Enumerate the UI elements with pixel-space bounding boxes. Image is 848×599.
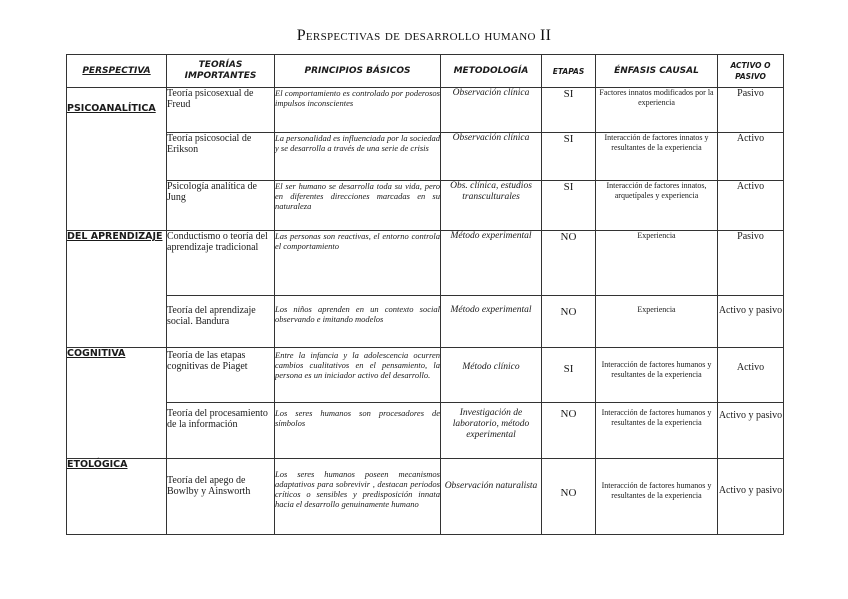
activo-cell: Activo y pasivo <box>718 459 784 535</box>
activo-cell: Activo y pasivo <box>718 296 784 348</box>
table-row <box>67 88 784 133</box>
teoria-cell: Teoría del procesamiento de la información <box>167 403 275 459</box>
teoria-cell: Teoría del aprendizaje social. Bandura <box>167 296 275 348</box>
metodologia-cell: Obs. clínica, estudios transculturales <box>441 181 542 231</box>
header-activo: ACTIVO O PASIVO <box>718 55 784 88</box>
perspectives-table <box>66 54 784 535</box>
activo-cell: Activo y pasivo <box>718 403 784 459</box>
enfasis-cell: Experiencia <box>596 231 718 296</box>
etapas-cell: SI <box>542 348 596 403</box>
principio-cell: Las personas son reactivas, el entorno controla el comportamiento <box>275 231 441 296</box>
metodologia-cell: Método experimental <box>441 231 542 296</box>
table-row <box>67 296 784 348</box>
etapas-cell: SI <box>542 88 596 133</box>
table-row <box>67 348 784 403</box>
table-row <box>67 133 784 181</box>
etapas-cell: SI <box>542 181 596 231</box>
principio-cell: El comportamiento es controlado por poderosos impulsos inconscientes <box>275 88 441 133</box>
metodologia-cell: Observación clínica <box>441 133 542 181</box>
enfasis-cell: Interacción de factores innatos, arquetípales y experiencia <box>596 181 718 231</box>
metodologia-cell: Investigación de laboratorio, método experimental <box>441 403 542 459</box>
principio-cell: Los niños aprenden en un contexto social observando e imitando modelos <box>275 296 441 348</box>
etapas-cell: NO <box>542 459 596 535</box>
teoria-cell: Teoría de las etapas cognitivas de Piaget <box>167 348 275 403</box>
activo-cell: Pasivo <box>718 88 784 133</box>
teoria-cell: Teoría psicosexual de Freud <box>167 88 275 133</box>
metodologia-cell: Método clínico <box>441 348 542 403</box>
metodologia-cell: Observación naturalista <box>441 459 542 535</box>
table-row <box>67 231 784 296</box>
header-enfasis: ÉNFASIS CAUSAL <box>596 55 718 88</box>
principio-cell: Los seres humanos son procesadores de símbolos <box>275 403 441 459</box>
table-row <box>67 459 784 535</box>
table-row <box>67 403 784 459</box>
metodologia-cell: Observación clínica <box>441 88 542 133</box>
enfasis-cell: Interacción de factores humanos y resultantes de la experiencia <box>596 348 718 403</box>
teoria-cell: Teoría psicosocial de Erikson <box>167 133 275 181</box>
group-psicoanalitica: PSICOANALÍTICA <box>67 88 167 231</box>
teoria-cell: Conductismo o teoría del aprendizaje tradicional <box>167 231 275 296</box>
teoria-cell: Psicología analítica de Jung <box>167 181 275 231</box>
group-etologica: ETOLÓGICA <box>67 459 167 535</box>
activo-cell: Activo <box>718 348 784 403</box>
etapas-cell: SI <box>542 133 596 181</box>
etapas-cell: NO <box>542 231 596 296</box>
activo-cell: Pasivo <box>718 231 784 296</box>
teoria-cell: Teoría del apego de Bowlby y Ainsworth <box>167 459 275 535</box>
header-principios: PRINCIPIOS BÁSICOS <box>275 55 441 88</box>
group-cognitiva: COGNITIVA <box>67 348 167 459</box>
metodologia-cell: Método experimental <box>441 296 542 348</box>
etapas-cell: NO <box>542 296 596 348</box>
enfasis-cell: Interacción de factores innatos y resultantes de la experiencia <box>596 133 718 181</box>
principio-cell: Los seres humanos poseen mecanismos adaptativos para sobrevivir , destacan periodos críticos o sensibles y predisposición innata hacia el desarrollo genuinamente humano <box>275 459 441 535</box>
enfasis-cell: Interacción de factores humanos y resultantes de la experiencia <box>596 403 718 459</box>
table-row <box>67 181 784 231</box>
header-etapas: ETAPAS <box>542 55 596 88</box>
activo-cell: Activo <box>718 133 784 181</box>
enfasis-cell: Experiencia <box>596 296 718 348</box>
header-teorias: TEORÍAS IMPORTANTES <box>167 55 275 88</box>
page-title: Perspectivas de desarrollo humano II <box>296 27 552 44</box>
enfasis-cell: Interacción de factores humanos y resultantes de la experiencia <box>596 459 718 535</box>
principio-cell: El ser humano se desarrolla toda su vida, pero en diferentes direcciones marcadas en su naturaleza <box>275 181 441 231</box>
activo-cell: Activo <box>718 181 784 231</box>
header-row <box>67 55 784 88</box>
etapas-cell: NO <box>542 403 596 459</box>
header-metodologia: METODOLOGÍA <box>441 55 542 88</box>
enfasis-cell: Factores innatos modificados por la experiencia <box>596 88 718 133</box>
group-aprendizaje: DEL APRENDIZAJE <box>67 231 167 348</box>
principio-cell: Entre la infancia y la adolescencia ocurren cambios cualitativos en el pensamiento, la persona es un iniciador activo del desarrollo. <box>275 348 441 403</box>
principio-cell: La personalidad es influenciada por la sociedad y se desarrolla a través de una serie de crisis <box>275 133 441 181</box>
header-perspectiva: PERSPECTIVA <box>67 55 167 88</box>
